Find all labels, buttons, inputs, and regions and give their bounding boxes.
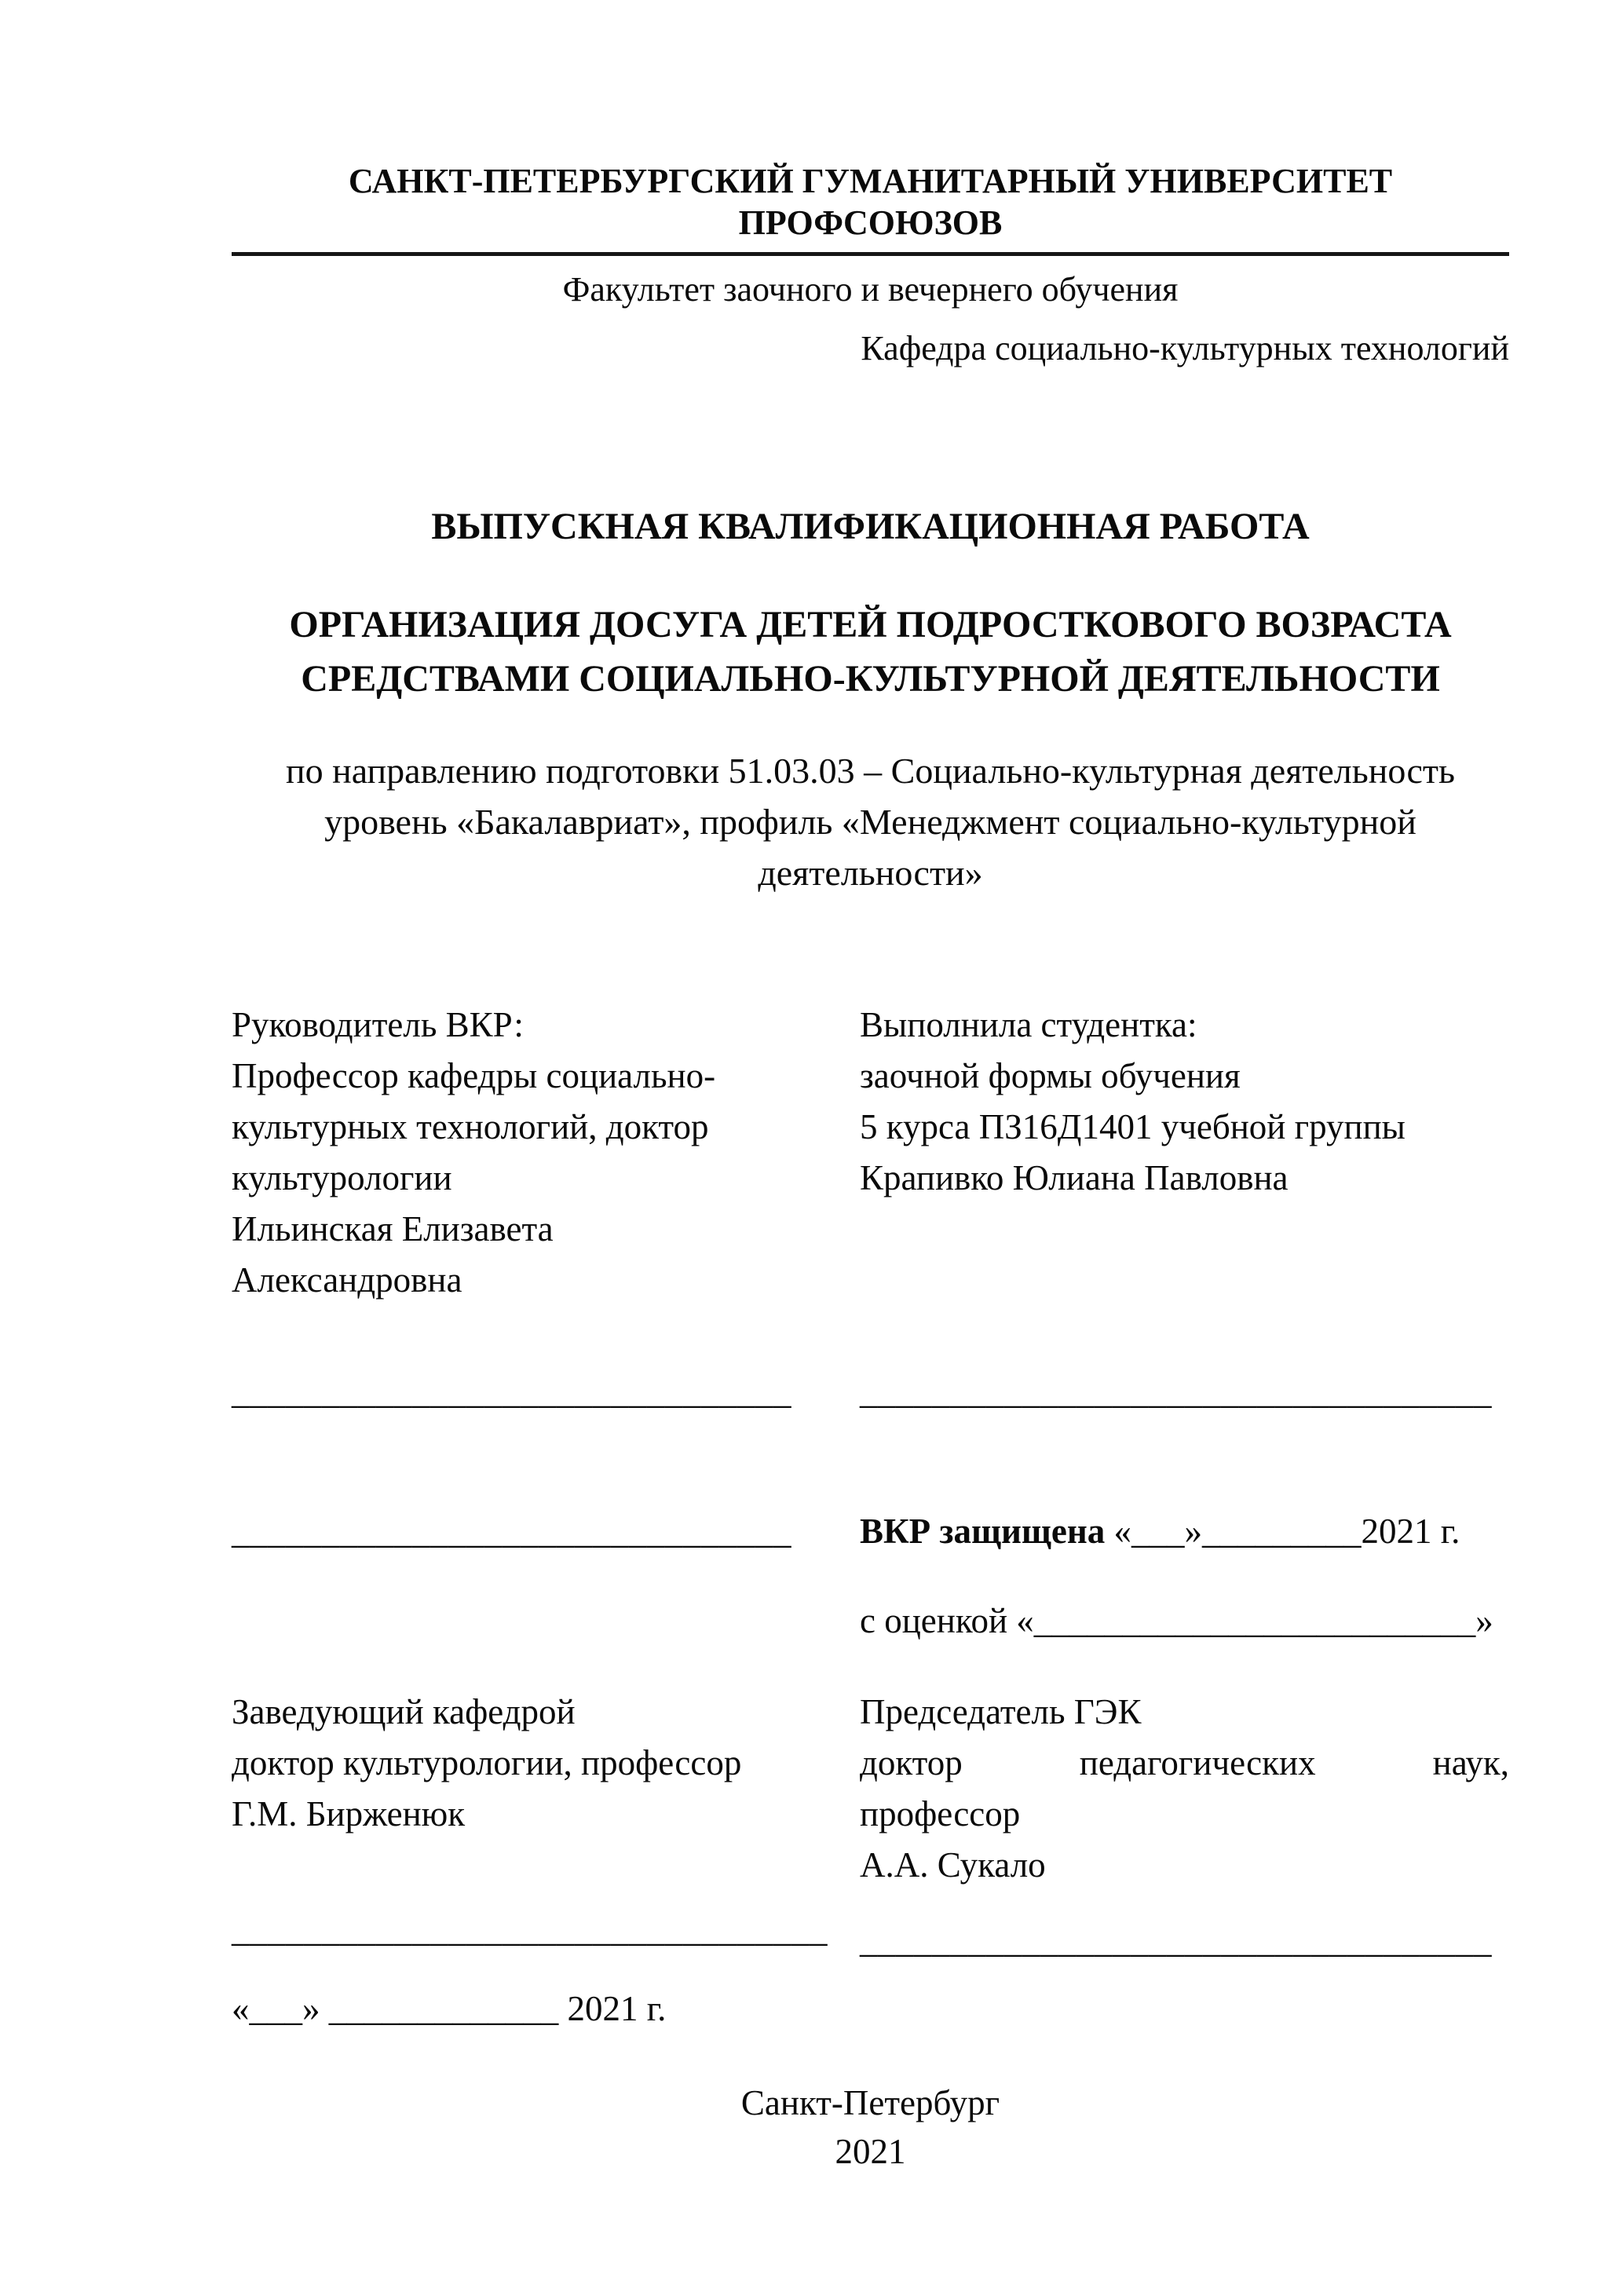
- supervisor-heading: Руководитель ВКР:: [232, 1004, 524, 1044]
- supervisor-line: культурных технологий, доктор: [232, 1106, 709, 1146]
- student-line: заочной формы обучения: [860, 1055, 1241, 1095]
- signature-row-3: [232, 1907, 1509, 1964]
- left-signature-line: _______________________________: [232, 1512, 791, 1552]
- supervisor-line: Профессор кафедры социально-: [232, 1055, 716, 1095]
- supervisor-signature-line: _______________________________: [232, 1371, 791, 1411]
- program-info: [232, 745, 1509, 899]
- signature-row-1: [232, 1369, 1509, 1415]
- year-label: 2021: [835, 2131, 906, 2171]
- supervisor-signature-block: [232, 1369, 860, 1415]
- gek-chair-name: А.А. Сукало: [860, 1845, 1046, 1885]
- grade-line: с оценкой «_________________________»: [860, 1600, 1493, 1640]
- people-block: [232, 1000, 1509, 1306]
- defense-status-line: [860, 1508, 1509, 1555]
- head-of-department-block: [232, 1687, 860, 1891]
- work-type-title: ВЫПУСКНАЯ КВАЛИФИКАЦИОННАЯ РАБОТА: [431, 505, 1310, 547]
- gek-degree-word: доктор: [860, 1743, 963, 1783]
- head-department-title: Заведующий кафедрой: [232, 1692, 576, 1732]
- head-department-signature-line: _________________________________: [232, 1910, 828, 1950]
- head-department-degree: доктор культурологии, профессор: [232, 1743, 742, 1783]
- head-department-name: Г.М. Бирженюк: [232, 1794, 466, 1834]
- thesis-title-line2: СРЕДСТВАМИ СОЦИАЛЬНО-КУЛЬТУРНОЙ ДЕЯТЕЛЬНОСТИ: [301, 657, 1440, 700]
- defense-date-blank: «___»_________2021 г.: [1105, 1512, 1460, 1552]
- student-line: Крапивко Юлиана Павловна: [860, 1157, 1289, 1197]
- gek-chair-signature-block: [860, 1907, 1509, 1964]
- gek-degree-word: педагогических: [1079, 1743, 1316, 1783]
- student-line: 5 курса ПЗ16Д1401 учебной группы: [860, 1106, 1406, 1146]
- gek-chair-title: Председатель ГЭК: [860, 1692, 1142, 1732]
- supervisor-line: культурологии: [232, 1157, 452, 1197]
- student-signature-line: ___________________________________: [860, 1371, 1492, 1411]
- program-line3: деятельности»: [758, 853, 983, 894]
- supervisor-block: [232, 1000, 860, 1306]
- gek-chair-rank: профессор: [860, 1794, 1021, 1834]
- faculty-name: Факультет заочного и вечернего обучения: [562, 269, 1179, 309]
- left-signature-block: [232, 1508, 860, 1555]
- supervisor-line: Александровна: [232, 1260, 462, 1300]
- defense-bold-label: ВКР защищена: [860, 1512, 1106, 1552]
- student-signature-block: [860, 1369, 1509, 1415]
- university-name: САНКТ-ПЕТЕРБУРГСКИЙ ГУМАНИТАРНЫЙ УНИВЕРСИТЕТ ПРОФСОЮЗОВ: [232, 161, 1509, 256]
- student-block: [860, 1000, 1509, 1306]
- gek-chair-degree: [860, 1738, 1509, 1789]
- program-line1: по направлению подготовки 51.03.03 – Социально-культурная деятельность: [285, 750, 1455, 791]
- thesis-title: [232, 598, 1509, 705]
- gek-chair-signature-line: ___________________________________: [860, 1921, 1492, 1961]
- signature-row-2: [232, 1508, 1509, 1555]
- supervisor-line: Ильинская Елизавета: [232, 1208, 554, 1249]
- officials-block: [232, 1687, 1509, 1891]
- city-name: Санкт-Петербург: [740, 2083, 1000, 2123]
- gek-chair-block: [860, 1687, 1509, 1891]
- program-line2: уровень «Бакалавриат», профиль «Менеджмент социально-культурной: [324, 801, 1416, 842]
- student-heading: Выполнила студентка:: [860, 1004, 1197, 1044]
- thesis-title-line1: ОРГАНИЗАЦИЯ ДОСУГА ДЕТЕЙ ПОДРОСТКОВОГО ВОЗРАСТА: [289, 604, 1452, 646]
- gek-degree-word: наук,: [1432, 1743, 1509, 1783]
- date-blank-line: «___» _____________ 2021 г.: [232, 1988, 667, 2028]
- head-department-signature-block: [232, 1907, 860, 1964]
- department-name: Кафедра социально-культурных технологий: [861, 328, 1509, 367]
